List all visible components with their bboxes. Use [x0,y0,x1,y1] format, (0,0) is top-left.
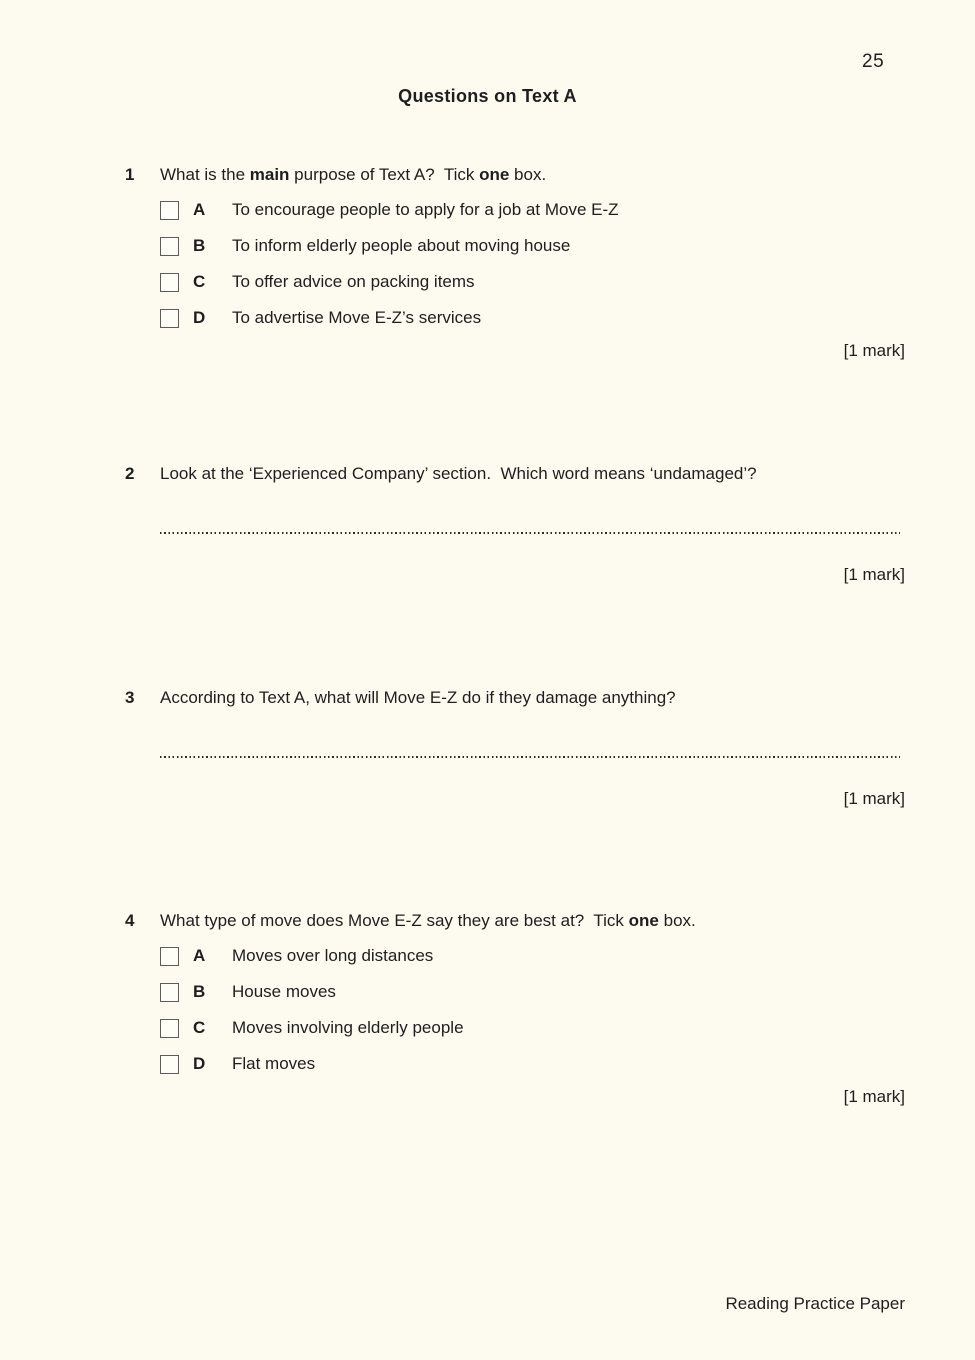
mark-label: [1 mark] [843,789,905,808]
option-text: House moves [232,982,336,1001]
question-number: 4 [125,911,135,930]
question-4 [125,910,905,1106]
question-prompt [125,910,905,932]
option-text: To inform elderly people about moving house [232,236,571,255]
prompt-segment: According to Text A, what will Move E-Z do if they damage anything? [160,688,676,707]
option-letter: C [193,272,206,291]
options-list [160,938,905,1082]
page-title: Questions on Text A [398,86,577,106]
option-checkbox[interactable] [160,273,179,292]
option-row [160,228,905,264]
question-prompt-text [160,911,696,930]
question-prompt [125,687,905,709]
page-number: 25 [862,51,885,72]
mark-label: [1 mark] [843,565,905,584]
option-checkbox[interactable] [160,983,179,1002]
option-text: To encourage people to apply for a job at Move E-Z [232,200,619,219]
question-prompt [125,463,905,485]
option-letter: B [193,236,206,255]
option-row [160,264,905,300]
option-row [160,192,905,228]
question-number: 1 [125,165,135,184]
option-checkbox[interactable] [160,947,179,966]
option-letter: D [193,1054,206,1073]
option-row [160,938,905,974]
prompt-segment: box. [658,911,696,930]
prompt-segment: What is the [160,165,250,184]
question-number: 3 [125,688,135,707]
option-row [160,1046,905,1082]
option-text: Moves involving elderly people [232,1018,464,1037]
mark-label: [1 mark] [843,341,905,360]
question-prompt-text [160,165,546,184]
option-checkbox[interactable] [160,309,179,328]
mark-label: [1 mark] [843,1087,905,1106]
prompt-segment: box. [509,165,547,184]
option-checkbox[interactable] [160,1055,179,1074]
option-letter: B [193,982,206,1001]
option-row [160,1010,905,1046]
answer-line[interactable] [160,531,900,534]
option-text: To advertise Move E-Z’s services [232,308,482,327]
prompt-segment: one [479,165,510,184]
option-checkbox[interactable] [160,201,179,220]
option-letter: A [193,946,206,965]
prompt-segment: Look at the ‘Experienced Company’ section. Which word means ‘undamaged’? [160,464,757,483]
prompt-segment: one [628,911,659,930]
question-number: 2 [125,464,135,483]
option-letter: A [193,200,206,219]
question-3 [125,687,905,808]
option-text: Moves over long distances [232,946,434,965]
option-checkbox[interactable] [160,1019,179,1038]
question-prompt-text [160,688,676,707]
question-2 [125,463,905,584]
prompt-segment: purpose of Text A? Tick [289,165,480,184]
question-1 [125,164,905,360]
footer-label: Reading Practice Paper [725,1294,905,1313]
prompt-segment: main [249,165,290,184]
options-list [160,192,905,336]
option-row [160,300,905,336]
option-row [160,974,905,1010]
option-letter: C [193,1018,206,1037]
option-text: Flat moves [232,1054,316,1073]
option-text: To offer advice on packing items [232,272,475,291]
option-letter: D [193,308,206,327]
option-checkbox[interactable] [160,237,179,256]
question-prompt [125,164,905,186]
answer-line[interactable] [160,755,900,758]
question-prompt-text [160,464,757,483]
prompt-segment: What type of move does Move E-Z say they are best at? Tick [160,911,629,930]
